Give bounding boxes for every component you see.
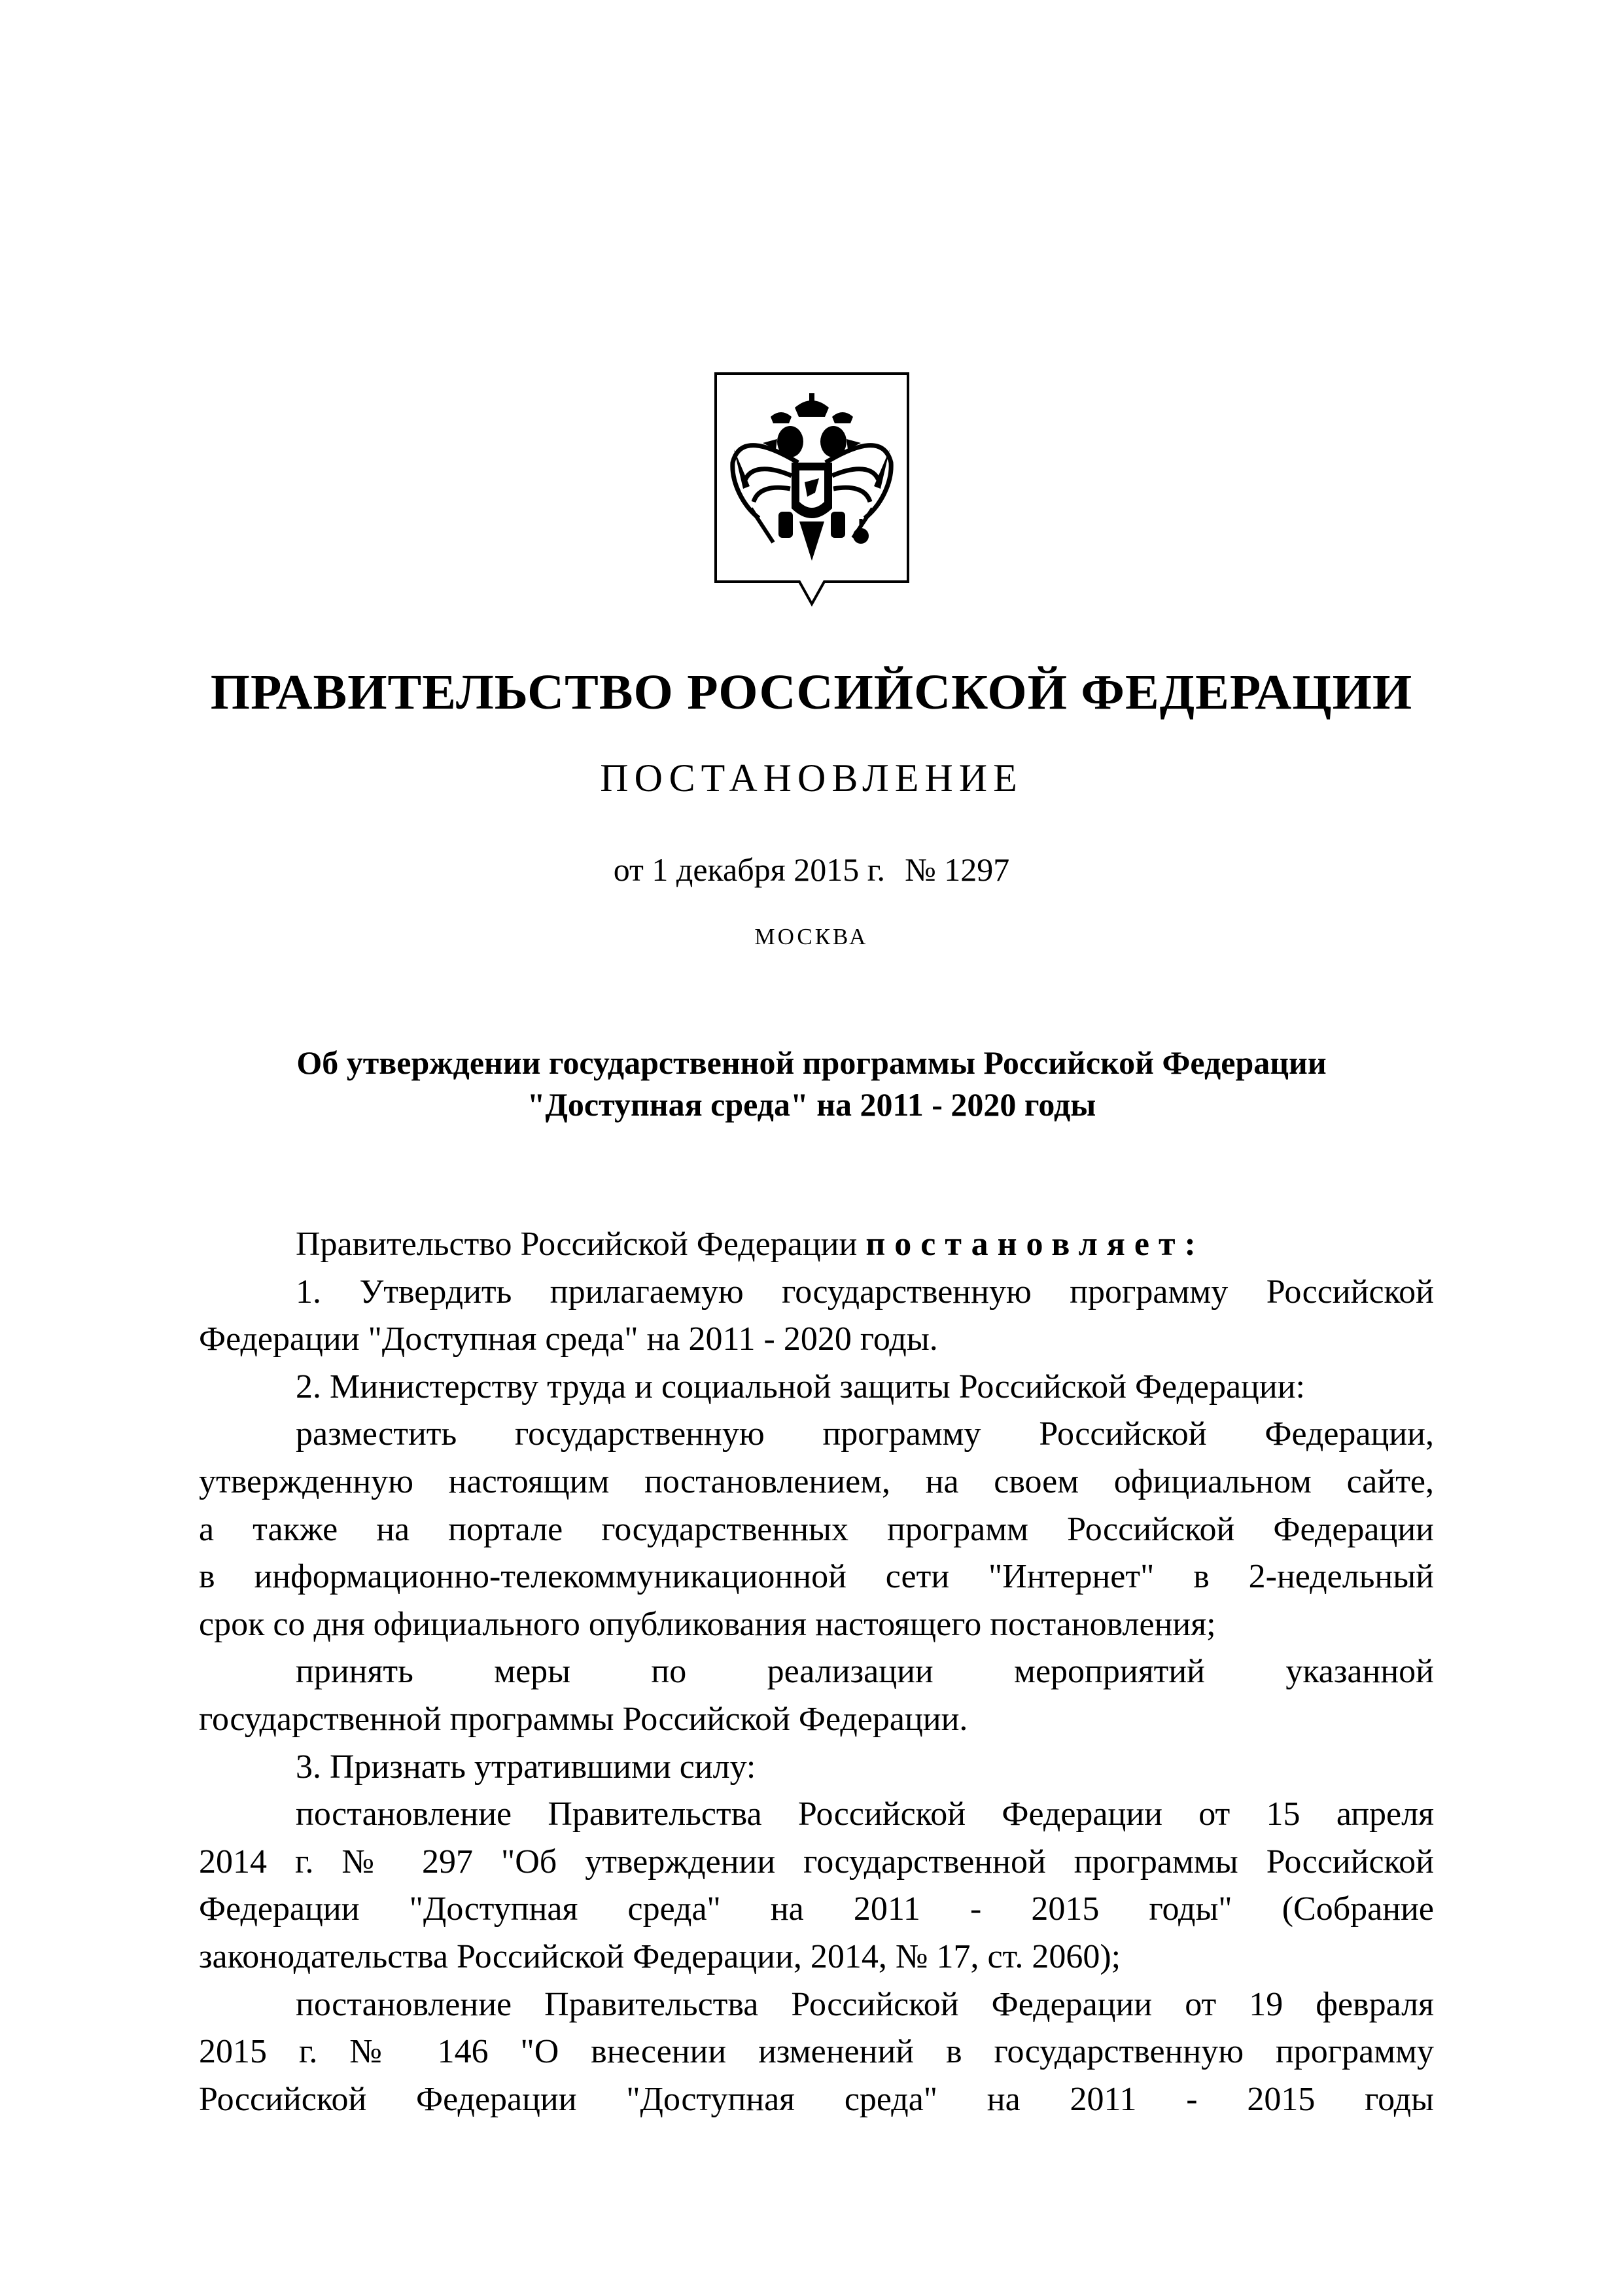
decree-date: от 1 декабря 2015 г. bbox=[613, 851, 886, 888]
body-line: 2015 г. № 146 "О внесении изменений в государственную программу bbox=[199, 2033, 1434, 2071]
body-line: Федерации "Доступная среда" на 2011 - 2020 годы. bbox=[199, 1320, 938, 1358]
body-line: законодательства Российской Федерации, 2014, № 17, ст. 2060); bbox=[199, 1937, 1121, 1975]
body-line: в информационно-телекоммуникационной сети "Интернет" в 2-недельный bbox=[199, 1558, 1434, 1596]
subject-line: "Доступная среда" на 2011 - 2020 годы bbox=[527, 1086, 1096, 1123]
body-line: утвержденную настоящим постановлением, на своем официальном сайте, bbox=[199, 1462, 1434, 1500]
body-line: постановление Правительства Российской Федерации от 19 февраля bbox=[296, 1985, 1434, 2023]
body-line: 1. Утвердить прилагаемую государственную программу Российской bbox=[296, 1273, 1434, 1311]
decree-subject bbox=[0, 1042, 1623, 1125]
body-line: 3. Признать утратившими силу: bbox=[296, 1748, 756, 1786]
decree-body bbox=[199, 1221, 1434, 2123]
subject-line: Об утверждении государственной программы Российской Федерации bbox=[296, 1044, 1327, 1081]
date-number-line bbox=[0, 851, 1623, 889]
coat-of-arms-emblem-icon bbox=[713, 371, 911, 608]
decree-number: № 1297 bbox=[905, 851, 1010, 888]
body-line: 2014 г. № 297 "Об утверждении государственной программы Российской bbox=[199, 1843, 1434, 1881]
preamble-text: Правительство Российской Федерации bbox=[296, 1226, 866, 1263]
body-line: а также на портале государственных программ Российской Федерации bbox=[199, 1510, 1434, 1548]
body-line: 2. Министерству труда и социальной защиты Российской Федерации: bbox=[296, 1368, 1305, 1405]
body-line: разместить государственную программу Российской Федерации, bbox=[296, 1415, 1434, 1453]
government-title: ПРАВИТЕЛЬСТВО РОССИЙСКОЙ ФЕДЕРАЦИИ bbox=[210, 665, 1413, 720]
body-line: постановление Правительства Российской Федерации от 15 апреля bbox=[296, 1795, 1434, 1833]
body-line: принять меры по реализации мероприятий указанной bbox=[296, 1653, 1434, 1691]
body-line: Российской Федерации "Доступная среда" на 2011 - 2015 годы bbox=[199, 2080, 1434, 2118]
body-line: срок со дня официального опубликования настоящего постановления; bbox=[199, 1605, 1216, 1643]
document-type: ПОСТАНОВЛЕНИЕ bbox=[600, 756, 1023, 800]
body-line: государственной программы Российской Федерации. bbox=[199, 1700, 968, 1738]
decree-verb: постановляет: bbox=[865, 1226, 1205, 1263]
city: МОСКВА bbox=[754, 924, 869, 949]
body-line: Федерации "Доступная среда" на 2011 - 2015 годы" (Собрание bbox=[199, 1890, 1434, 1928]
body-line bbox=[199, 1221, 1434, 1269]
